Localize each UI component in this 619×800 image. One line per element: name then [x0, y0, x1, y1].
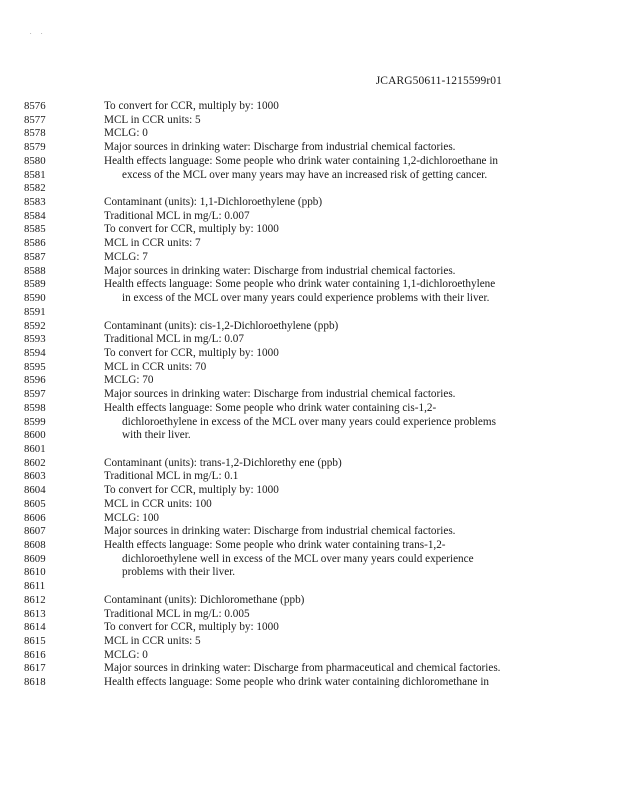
- text-line: [0, 621, 619, 635]
- line-number: 8579: [24, 141, 46, 154]
- line-text: MCL in CCR units: 100: [104, 497, 212, 510]
- line-text: To convert for CCR, multiply by: 1000: [104, 484, 279, 497]
- line-number: 8615: [24, 635, 46, 648]
- line-text: To convert for CCR, multiply by: 1000: [104, 346, 279, 359]
- text-line: [0, 265, 619, 279]
- text-line: [0, 429, 619, 443]
- line-text: MCLG: 7: [104, 250, 148, 263]
- text-line: [0, 361, 619, 375]
- text-line: [0, 402, 619, 416]
- line-number: 8590: [24, 292, 46, 305]
- line-number: 8614: [24, 621, 46, 634]
- text-line: [0, 100, 619, 114]
- numbered-text-body: [0, 100, 619, 690]
- text-line: [0, 320, 619, 334]
- line-number: 8606: [24, 511, 46, 524]
- line-text: Health effects language: Some people who drink water containing cis-1,2-: [104, 401, 437, 414]
- text-line: [0, 292, 619, 306]
- line-number: 8611: [24, 580, 46, 593]
- line-text: Major sources in drinking water: Discharge from industrial chemical factories.: [104, 264, 456, 277]
- line-text: Major sources in drinking water: Discharge from industrial chemical factories.: [104, 525, 456, 538]
- text-line: [0, 594, 619, 608]
- line-text: To convert for CCR, multiply by: 1000: [104, 223, 279, 236]
- line-number: 8598: [24, 401, 46, 414]
- text-line: [0, 155, 619, 169]
- line-text: Health effects language: Some people who drink water containing 1,1-dichloroethylene: [104, 278, 496, 291]
- text-line: [0, 580, 619, 594]
- text-line: [0, 114, 619, 128]
- line-text: problems with their liver.: [122, 566, 236, 579]
- line-number: 8600: [24, 429, 46, 442]
- line-text: excess of the MCL over many years may have an increased risk of getting cancer.: [122, 168, 488, 181]
- line-text: Contaminant (units): 1,1-Dichloroethylene (ppb): [104, 196, 323, 209]
- line-number: 8595: [24, 360, 46, 373]
- line-number: 8578: [24, 127, 46, 140]
- line-number: 8603: [24, 470, 46, 483]
- line-text: Traditional MCL in mg/L: 0.1: [104, 470, 239, 483]
- line-text: MCLG: 0: [104, 648, 148, 661]
- line-text: Contaminant (units): cis-1,2-Dichloroethylene (ppb): [104, 319, 339, 332]
- line-text: MCL in CCR units: 5: [104, 113, 201, 126]
- text-line: [0, 484, 619, 498]
- text-line: [0, 662, 619, 676]
- line-number: 8593: [24, 333, 46, 346]
- text-line: [0, 498, 619, 512]
- text-line: [0, 525, 619, 539]
- line-text: in excess of the MCL over many years could experience problems with their liver.: [122, 292, 490, 305]
- line-text: with their liver.: [122, 429, 191, 442]
- line-text: MCLG: 0: [104, 127, 148, 140]
- line-number: 8594: [24, 346, 46, 359]
- line-text: Major sources in drinking water: Discharge from industrial chemical factories.: [104, 141, 456, 154]
- text-line: [0, 374, 619, 388]
- line-number: 8616: [24, 648, 46, 661]
- line-number: 8585: [24, 223, 46, 236]
- line-number: 8591: [24, 305, 46, 318]
- text-line: [0, 553, 619, 567]
- text-line: [0, 127, 619, 141]
- line-number: 8582: [24, 182, 46, 195]
- line-number: 8583: [24, 196, 46, 209]
- line-text: Traditional MCL in mg/L: 0.005: [104, 607, 250, 620]
- text-line: [0, 566, 619, 580]
- line-number: 8602: [24, 456, 46, 469]
- text-line: [0, 608, 619, 622]
- line-text: Contaminant (units): Dichloromethane (ppb): [104, 593, 305, 606]
- line-text: Health effects language: Some people who drink water containing dichloromethane in: [104, 676, 490, 689]
- line-text: To convert for CCR, multiply by: 1000: [104, 621, 279, 634]
- line-number: 8601: [24, 442, 46, 455]
- text-line: [0, 388, 619, 402]
- line-text: dichloroethylene well in excess of the MCL over many years could experience: [122, 552, 474, 565]
- text-line: [0, 539, 619, 553]
- line-number: 8608: [24, 539, 46, 551]
- line-number: 8607: [24, 525, 46, 538]
- line-text: MCLG: 100: [104, 511, 160, 524]
- line-number: 8580: [24, 154, 46, 167]
- line-number: 8588: [24, 264, 46, 277]
- text-line: [0, 210, 619, 224]
- line-text: MCL in CCR units: 70: [104, 360, 207, 373]
- text-line: [0, 649, 619, 663]
- document-id: JCARG50611-1215599r01: [375, 75, 502, 87]
- line-number: 8577: [24, 113, 46, 126]
- line-number: 8612: [24, 593, 46, 606]
- line-text: Major sources in drinking water: Discharge from pharmaceutical and chemical factories.: [104, 662, 501, 675]
- text-line: [0, 635, 619, 649]
- line-text: MCL in CCR units: 5: [104, 635, 201, 648]
- line-text: To convert for CCR, multiply by: 1000: [104, 100, 279, 112]
- text-line: [0, 237, 619, 251]
- line-number: 8613: [24, 607, 46, 620]
- line-number: 8592: [24, 319, 46, 332]
- text-line: [0, 347, 619, 361]
- line-text: MCLG: 70: [104, 374, 154, 387]
- line-text: Health effects language: Some people who drink water containing trans-1,2-: [104, 539, 446, 551]
- text-line: [0, 306, 619, 320]
- line-number: 8599: [24, 415, 46, 428]
- line-number: 8604: [24, 484, 46, 497]
- text-line: [0, 470, 619, 484]
- text-line: [0, 512, 619, 526]
- line-number: 8609: [24, 552, 46, 565]
- line-text: dichloroethylene in excess of the MCL over many years could experience problems: [122, 415, 496, 428]
- line-number: 8618: [24, 676, 46, 689]
- line-text: Traditional MCL in mg/L: 0.07: [104, 333, 244, 346]
- line-number: 8597: [24, 388, 46, 401]
- text-line: [0, 251, 619, 265]
- text-line: [0, 443, 619, 457]
- text-line: [0, 416, 619, 430]
- line-number: 8589: [24, 278, 46, 291]
- line-number: 8617: [24, 662, 46, 675]
- line-number: 8587: [24, 250, 46, 263]
- line-number: 8596: [24, 374, 46, 387]
- line-number: 8584: [24, 209, 46, 222]
- line-number: 8605: [24, 497, 46, 510]
- text-line: [0, 141, 619, 155]
- line-number: 8581: [24, 168, 46, 181]
- text-line: [0, 676, 619, 690]
- text-line: [0, 457, 619, 471]
- text-line: [0, 182, 619, 196]
- line-text: Health effects language: Some people who drink water containing 1,2-dichloroethane in: [104, 154, 499, 167]
- line-text: Major sources in drinking water: Discharge from industrial chemical factories.: [104, 388, 456, 401]
- line-text: Contaminant (units): trans-1,2-Dichlorethy ene (ppb): [104, 456, 342, 469]
- line-text: Traditional MCL in mg/L: 0.007: [104, 209, 250, 222]
- line-text: MCL in CCR units: 7: [104, 237, 201, 250]
- page-marks: . .: [30, 30, 47, 36]
- line-number: 8610: [24, 566, 46, 579]
- text-line: [0, 223, 619, 237]
- text-line: [0, 333, 619, 347]
- text-line: [0, 169, 619, 183]
- line-number: 8576: [24, 100, 46, 112]
- line-number: 8586: [24, 237, 46, 250]
- text-line: [0, 196, 619, 210]
- text-line: [0, 278, 619, 292]
